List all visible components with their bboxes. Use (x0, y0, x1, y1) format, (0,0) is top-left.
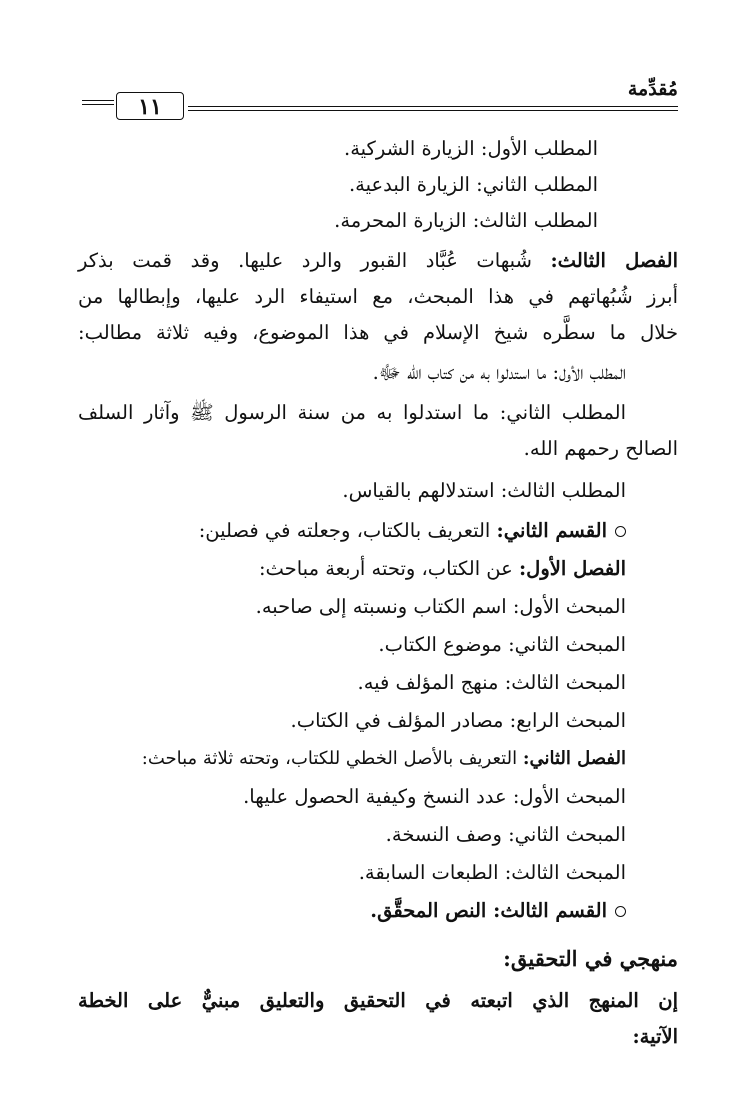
header-rule-left-top (82, 100, 114, 101)
text-line: المطلب الثاني: الزيارة البدعية. (348, 173, 598, 196)
section-label: القسم الثالث: (493, 899, 607, 922)
page-number: ١١ (116, 92, 184, 120)
text-line: المطلب الثالث: استدلالهم بالقياس. (342, 479, 626, 502)
section-label: الفصل الثالث: (550, 249, 678, 272)
chapter-title: مُقدِّمة (627, 78, 678, 100)
text-line: خلال ما سطَّره شيخ الإسلام في هذا الموضوع، وفيه ثلاثة مطالب: (78, 321, 678, 344)
text-line: إن المنهج الذي اتبعته في التحقيق والتعليق مبنيٌّ على الخطة (78, 989, 678, 1012)
text-line: أبرز شُبُهاتهم في هذا المبحث، مع استيفاء الرد عليها، وإبطالها من (78, 285, 678, 308)
text-line: الفصل الثالث: شُبهات عُبَّاد القبور والرد عليها. وقد قمت بذكر (78, 249, 678, 272)
text-line: المبحث الثاني: وصف النسخة. (385, 823, 626, 846)
section-label: القسم الثاني: (496, 519, 607, 542)
circle-bullet-icon (615, 906, 626, 917)
section-label: الفصل الأول: (518, 557, 626, 580)
text-line: المطلب الأول: ما استدلوا به من كتاب الله ﷻ. (372, 361, 626, 384)
circle-bullet-icon (615, 526, 626, 537)
text-line: القسم الثالث: النص المحقَّق. (370, 898, 626, 924)
text-line: الآتية: (632, 1025, 678, 1048)
text-line: الصالح رحمهم الله. (523, 437, 678, 460)
text-line: الفصل الثاني: التعريف بالأصل الخطي للكتاب، وتحته ثلاثة مباحث: (141, 748, 626, 769)
text-line: المطلب الأول: الزيارة الشركية. (344, 137, 598, 160)
text-line: المبحث الثالث: منهج المؤلف فيه. (357, 671, 626, 694)
header-rule-bottom (188, 110, 678, 111)
text-line: المبحث الأول: عدد النسخ وكيفية الحصول عليها. (243, 785, 626, 808)
text-line: المبحث الثالث: الطبعات السابقة. (358, 861, 626, 884)
text-line: الفصل الأول: عن الكتاب، وتحته أربعة مباحث: (258, 557, 626, 580)
header-rule-left-bottom (82, 104, 114, 105)
text-line: المطلب الثاني: ما استدلوا به من سنة الرسول ﷺ وآثار السلف (78, 401, 626, 424)
text-line: المطلب الثالث: الزيارة المحرمة. (334, 209, 598, 232)
header-rule-top (188, 106, 678, 107)
text-line: المبحث الثاني: موضوع الكتاب. (378, 633, 626, 656)
text-line: المبحث الرابع: مصادر المؤلف في الكتاب. (290, 709, 626, 732)
text-line: القسم الثاني: التعريف بالكتاب، وجعلته في فصلين: (199, 518, 626, 544)
page-header (70, 78, 678, 118)
section-heading: منهجي في التحقيق: (503, 946, 678, 971)
text-line: المبحث الأول: اسم الكتاب ونسبته إلى صاحبه. (255, 595, 626, 618)
section-label: الفصل الثاني: (522, 748, 626, 769)
